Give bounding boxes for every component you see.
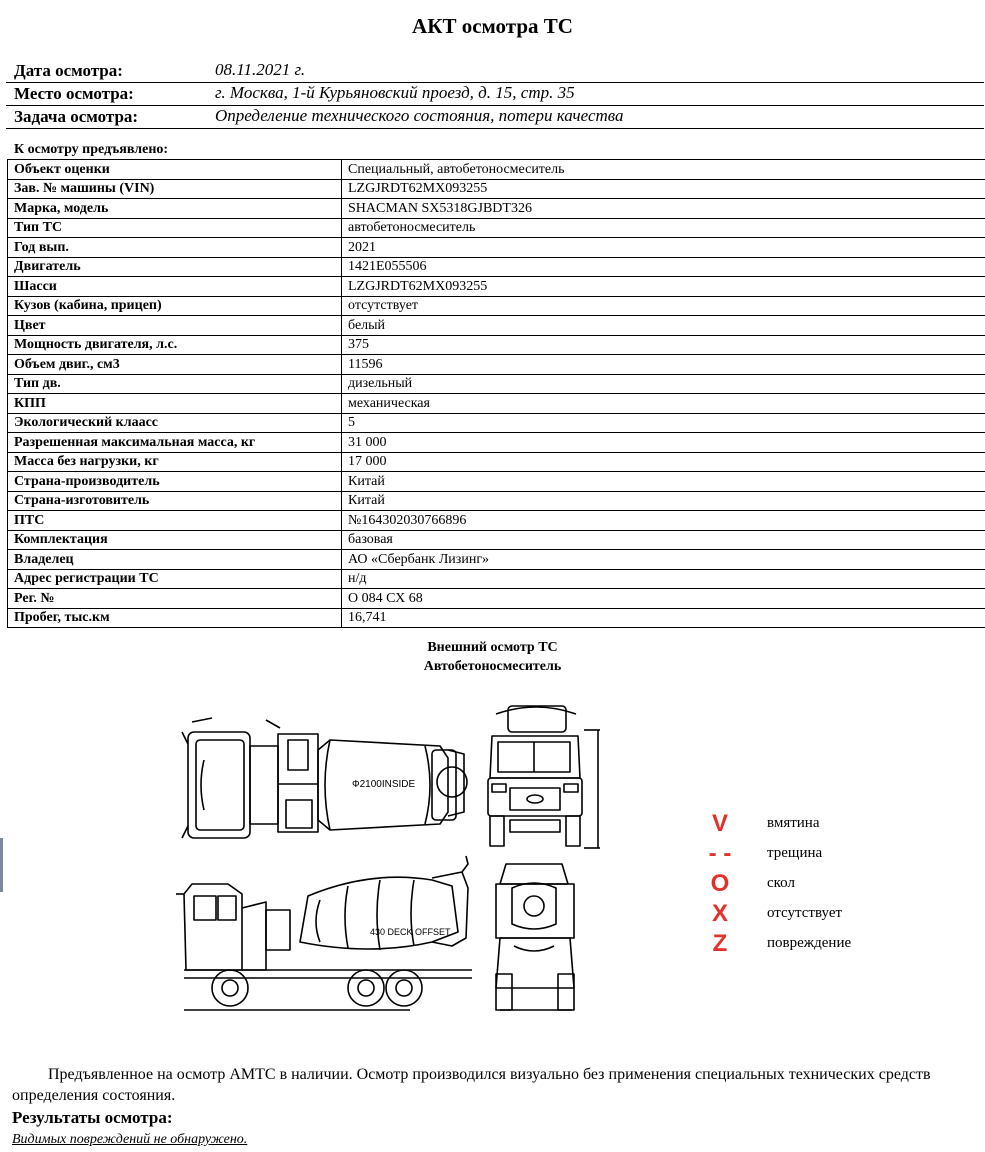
dent-symbol: V: [711, 810, 728, 837]
legend-item-dent: [705, 810, 905, 840]
results-text: Видимых повреждений не обнаружено.: [12, 1132, 248, 1147]
param-row: [8, 296, 985, 316]
param-value: SHACMAN SX5318GJBDT326: [342, 199, 985, 219]
inspection-paragraph: Предъявленное на осмотр АМТС в наличии. Осмотр производился визуально без применения специальных технических средств определения состояния.: [12, 1066, 931, 1104]
param-label: Адрес регистрации ТС: [8, 569, 342, 589]
param-row: [8, 433, 985, 453]
param-row: [8, 238, 985, 258]
param-value: отсутствует: [342, 296, 985, 316]
param-label: Год вып.: [8, 238, 342, 258]
param-row: [8, 608, 985, 628]
presented-label: К осмотру предъявлено:: [14, 142, 169, 157]
param-value: 31 000: [342, 433, 985, 453]
inspection-place-value: г. Москва, 1-й Курьяновский проезд, д. 15, стр. 35: [215, 83, 575, 102]
chip-symbol: O: [710, 870, 730, 897]
param-row: [8, 355, 985, 375]
param-label: Разрешенная максимальная масса, кг: [8, 433, 342, 453]
param-label: Рег. №: [8, 589, 342, 609]
param-label: Кузов (кабина, прицеп): [8, 296, 342, 316]
drum-top-label: Ф2100INSIDE: [352, 779, 416, 790]
param-label: Марка, модель: [8, 199, 342, 219]
param-row: [8, 199, 985, 219]
top-view: [182, 718, 467, 838]
drum-side-label: 430 DECK OFFSET: [370, 927, 451, 937]
param-label: Комплектация: [8, 530, 342, 550]
damage-label: повреждение: [767, 935, 852, 951]
inspection-task-value: Определение технического состояния, потери качества: [215, 106, 624, 125]
param-label: ПТС: [8, 511, 342, 531]
param-value: Китай: [342, 472, 985, 492]
damage-symbol: Z: [712, 930, 728, 957]
param-value: 11596: [342, 355, 985, 375]
param-label: КПП: [8, 394, 342, 414]
param-value: Китай: [342, 491, 985, 511]
param-row: [8, 374, 985, 394]
param-row: [8, 335, 985, 355]
inspection-date-value: 08.11.2021 г.: [215, 60, 306, 79]
param-value: 2021: [342, 238, 985, 258]
param-value: 5: [342, 413, 985, 433]
dent-label: вмятина: [767, 815, 820, 831]
param-value: 16,741: [342, 608, 985, 628]
side-view: [176, 856, 472, 1010]
rear-view: [496, 864, 574, 1010]
inspection-place-label: Место осмотра:: [14, 84, 134, 103]
legend-item-chip: [705, 870, 905, 900]
param-row: [8, 316, 985, 336]
param-label: Мощность двигателя, л.с.: [8, 335, 342, 355]
param-row: [8, 277, 985, 297]
inspection-task-label: Задача осмотра:: [14, 107, 139, 126]
param-row: [8, 257, 985, 277]
legend-item-crack: [705, 840, 905, 870]
param-label: Экологический клаасс: [8, 413, 342, 433]
param-label: Тип ТС: [8, 218, 342, 238]
param-label: Зав. № машины (VIN): [8, 179, 342, 199]
param-label: Шасси: [8, 277, 342, 297]
legend-item-missing: [705, 900, 905, 930]
vehicle-params-table: [7, 159, 985, 628]
param-label: Цвет: [8, 316, 342, 336]
chip-label: скол: [767, 875, 795, 891]
param-value: белый: [342, 316, 985, 336]
param-row: [8, 530, 985, 550]
inspection-date-row: [6, 60, 984, 83]
param-row: [8, 589, 985, 609]
param-value: механическая: [342, 394, 985, 414]
param-row: [8, 394, 985, 414]
param-value: О 084 СХ 68: [342, 589, 985, 609]
param-label: Пробег, тыс.км: [8, 608, 342, 628]
inspection-subtitle: Автобетоносмеситель: [423, 659, 562, 674]
param-value: базовая: [342, 530, 985, 550]
inspection-task-row: [6, 106, 984, 129]
param-value: АО «Сбербанк Лизинг»: [342, 550, 985, 570]
param-value: 17 000: [342, 452, 985, 472]
param-label: Объект оценки: [8, 160, 342, 180]
crack-symbol: - -: [708, 840, 732, 867]
param-value: н/д: [342, 569, 985, 589]
margin-mark: [0, 838, 3, 892]
param-label: Масса без нагрузки, кг: [8, 452, 342, 472]
param-value: 375: [342, 335, 985, 355]
missing-symbol: X: [711, 900, 728, 927]
param-label: Страна-производитель: [8, 472, 342, 492]
inspection-date-label: Дата осмотра:: [14, 61, 123, 80]
results-title: Результаты осмотра:: [12, 1108, 173, 1127]
param-value: LZGJRDT62MX093255: [342, 179, 985, 199]
vehicle-diagram: [170, 688, 610, 1018]
front-view: [488, 706, 600, 848]
inspection-place-row: [6, 83, 984, 106]
param-row: [8, 160, 985, 180]
crack-label: трещина: [767, 845, 823, 861]
param-value: LZGJRDT62MX093255: [342, 277, 985, 297]
param-row: [8, 472, 985, 492]
missing-label: отсутствует: [767, 905, 843, 921]
param-row: [8, 511, 985, 531]
param-label: Двигатель: [8, 257, 342, 277]
param-row: [8, 452, 985, 472]
param-row: [8, 218, 985, 238]
param-value: 1421E055506: [342, 257, 985, 277]
param-label: Объем двиг., см3: [8, 355, 342, 375]
param-value: автобетоносмеситель: [342, 218, 985, 238]
param-row: [8, 550, 985, 570]
param-value: №164302030766896: [342, 511, 985, 531]
param-label: Тип дв.: [8, 374, 342, 394]
param-row: [8, 569, 985, 589]
param-label: Владелец: [8, 550, 342, 570]
param-row: [8, 179, 985, 199]
param-value: Специальный, автобетоносмеситель: [342, 160, 985, 180]
page-title: АКТ осмотра ТС: [412, 14, 573, 38]
legend-item-damage: [705, 930, 905, 960]
param-row: [8, 491, 985, 511]
param-row: [8, 413, 985, 433]
inspection-title: Внешний осмотр ТС: [427, 640, 558, 655]
param-value: дизельный: [342, 374, 985, 394]
param-label: Страна-изготовитель: [8, 491, 342, 511]
